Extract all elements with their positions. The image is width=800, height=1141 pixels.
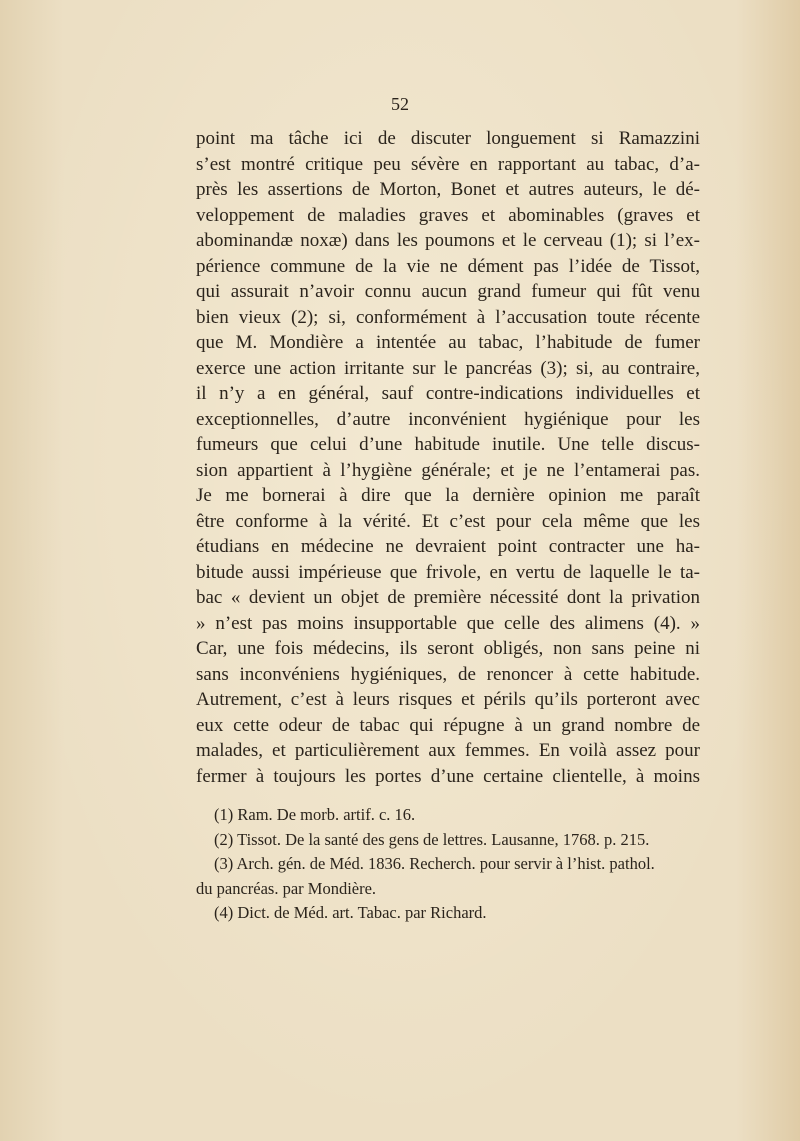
body-text <box>196 126 700 789</box>
text-line: Car, une fois médecins, ils seront obligés, non sans peine ni <box>196 638 700 659</box>
text-line: exerce une action irritante sur le pancréas (3); si, au contraire, <box>196 357 700 379</box>
text-line: sion appartient à l’hygiène générale; et je ne l’entamerai pas. <box>196 459 700 481</box>
footnotes <box>196 803 716 926</box>
text-line: étudians en médecine ne devraient point contracter une ha- <box>196 536 700 557</box>
text-line: sans inconvéniens hygiéniques, de renoncer à cette habitude. <box>196 663 700 685</box>
text-line: fumeurs que celui d’une habitude inutile. Une telle discus- <box>196 434 700 455</box>
text-line: Autrement, c’est à leurs risques et périls qu’ils porteront avec <box>196 689 700 710</box>
text-line: malades, et particulièrement aux femmes. En voilà assez pour <box>196 740 700 761</box>
text-line: bitude aussi impérieuse que frivole, en vertu de laquelle le ta- <box>196 561 700 583</box>
text-line: bien vieux (2); si, conformément à l’accusation toute récente <box>196 306 700 328</box>
footnote: (4) Dict. de Méd. art. Tabac. par Richard. <box>214 903 487 922</box>
text-line: être conforme à la vérité. Et c’est pour cela même que les <box>196 510 700 532</box>
text-line: près les assertions de Morton, Bonet et autres auteurs, le dé- <box>196 179 700 200</box>
text-line: point ma tâche ici de discuter longuement si Ramazzini <box>196 128 700 149</box>
text-line: fermer à toujours les portes d’une certaine clientelle, à moins <box>196 765 700 787</box>
text-line: que M. Mondière a intentée au tabac, l’habitude de fumer <box>196 332 700 353</box>
text-line: Je me bornerai à dire que la dernière opinion me paraît <box>196 485 700 506</box>
text-line: s’est montré critique peu sévère en rapportant au tabac, d’a- <box>196 153 700 175</box>
text-line: » n’est pas moins insupportable que celle des alimens (4). » <box>196 612 700 634</box>
text-line: eux cette odeur de tabac qui répugne à un grand nombre de <box>196 714 700 736</box>
text-line: qui assurait n’avoir connu aucun grand fumeur qui fût venu <box>196 281 700 302</box>
footnote-continuation: du pancréas. par Mondière. <box>196 878 377 898</box>
footnote: (1) Ram. De morb. artif. c. 16. <box>214 805 416 824</box>
text-line: il n’y a en général, sauf contre-indications individuelles et <box>196 383 700 404</box>
text-line: veloppement de maladies graves et abominables (graves et <box>196 204 700 226</box>
text-line: périence commune de la vie ne dément pas l’idée de Tissot, <box>196 255 700 277</box>
text-line: exceptionnelles, d’autre inconvénient hygiénique pour les <box>196 408 700 430</box>
text-line: abominandæ noxæ) dans les poumons et le cerveau (1); si l’ex- <box>196 230 700 251</box>
page-number: 52 <box>391 94 409 114</box>
text-line: bac « devient un objet de première nécessité dont la privation <box>196 587 700 608</box>
footnote: (2) Tissot. De la santé des gens de lettres. Lausanne, 1768. p. 215. <box>214 829 650 849</box>
footnote: (3) Arch. gén. de Méd. 1836. Recherch. pour servir à l’hist. pathol. <box>214 854 655 873</box>
